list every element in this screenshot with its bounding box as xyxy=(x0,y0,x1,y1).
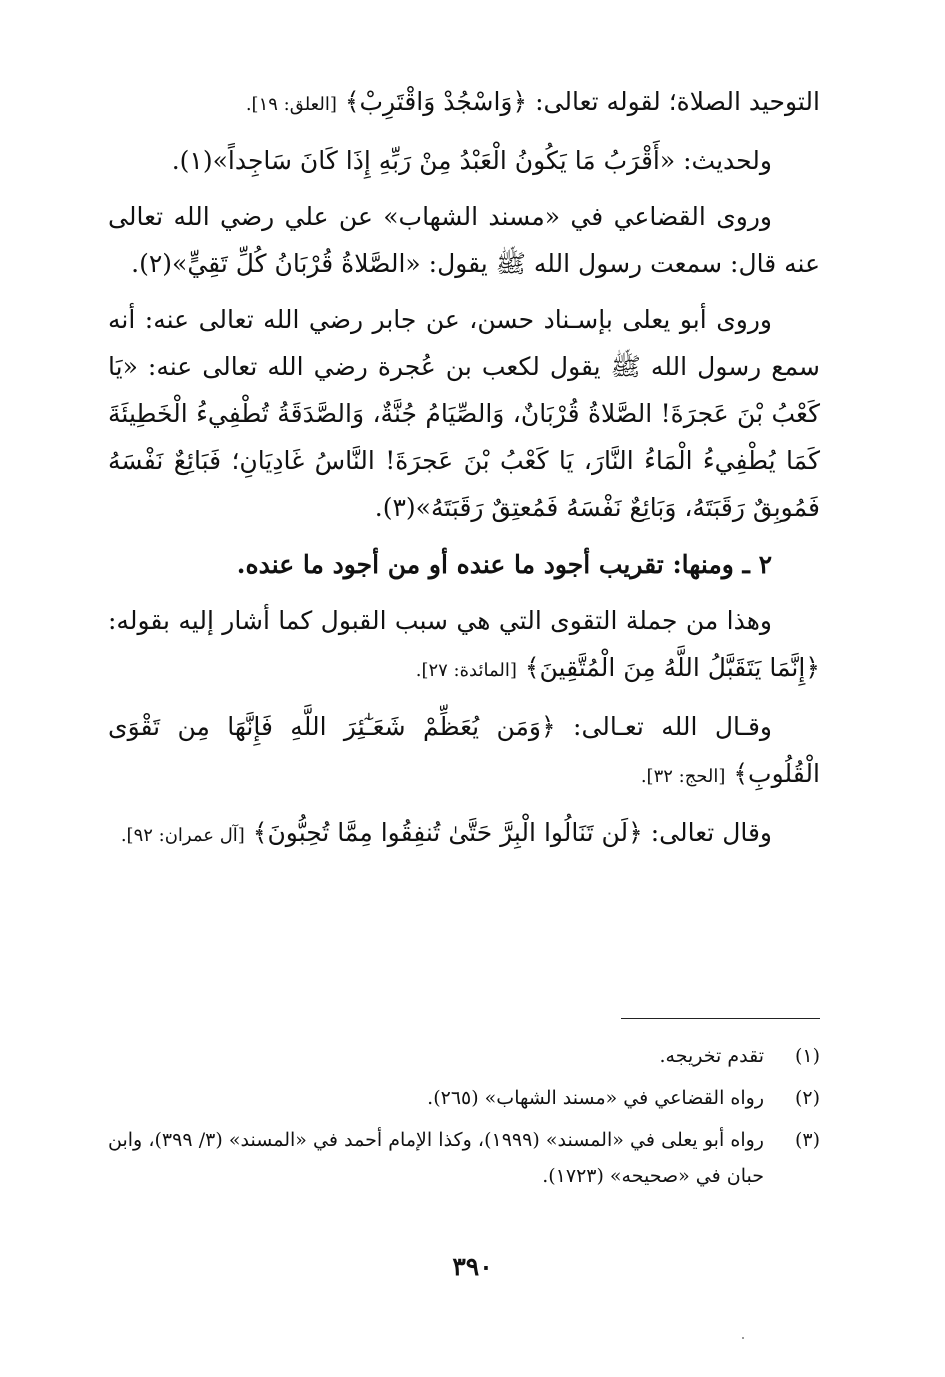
paragraph-shaair-verse xyxy=(108,703,820,800)
footnote-item xyxy=(108,1080,820,1116)
verse-reference: [العلق: ١٩]. xyxy=(245,94,337,115)
footnote-item xyxy=(108,1122,820,1194)
paragraph-hadith-sujud xyxy=(108,137,820,184)
paragraph-text: ولحديث: «أَقْرَبُ مَا يَكُونُ الْعَبْدُ مِنْ رَبِّهِ إِذَا كَانَ سَاجِداً»(١). xyxy=(171,146,772,175)
paragraph-taqwa-acceptance xyxy=(108,597,820,694)
page-number: ٣٩٠ xyxy=(452,1252,493,1281)
paragraph-text: وروى القضاعي في «مسند الشهاب» عن علي رضي الله تعالى عنه قال: سمعت رسول الله ﷺ يقول: «الصَّلاةُ قُرْبَانُ كُلِّ تَقِيٍّ»(٢). xyxy=(108,202,820,278)
verse-reference: [آل عمران: ٩٢]. xyxy=(120,825,245,846)
paragraph-birr-verse xyxy=(108,809,820,859)
paragraph-abu-yala-narration xyxy=(108,296,820,531)
page-body xyxy=(108,78,820,859)
footnote-number: (٣) xyxy=(794,1129,820,1151)
paragraph-text: التوحيد الصلاة؛ لقوله تعالى: ﴿وَاسْجُدْ وَاقْتَرِبْ﴾ xyxy=(344,87,820,116)
section-heading: ٢ ـ ومنها: تقريب أجود ما عنده أو من أجود ما عنده. xyxy=(236,550,772,579)
footnote-number: (٢) xyxy=(794,1087,820,1109)
paragraph-tawhid-salah xyxy=(108,78,820,128)
paragraph-text: وهذا من جملة التقوى التي هي سبب القبول كما أشار إليه بقوله: ﴿إِنَّمَا يَتَقَبَّلُ اللَّهُ مِنَ الْمُتَّقِينَ﴾ xyxy=(108,606,820,682)
footnote-item xyxy=(108,1038,820,1074)
verse-reference: [المائدة: ٢٧]. xyxy=(415,660,517,681)
paragraph-text: وروى أبو يعلى بإسـناد حسن، عن جابر رضي الله تعالى عنه: أنه سمع رسول الله ﷺ يقول لكعب بن عُجرة رضي الله تعالى عنه: «يَا كَعْبُ بْنَ عَجرَةَ! الصَّلاةُ قُرْبَانٌ، وَالصِّيَامُ جُنَّةٌ، وَالصَّدَقَةُ تُطْفِيءُ الْخَطِيئَةَ كَمَا يُطْفِيءُ الْمَاءُ النَّارَ، يَا كَعْبُ بْنَ عَجرَةَ! النَّاسُ غَادِيَانِ؛ فَبَائِعٌ نَفْسَهُ فَمُوبِقٌ رَقَبَتَهُ، وَبَائِعٌ نَفْسَهُ فَمُعتِقٌ رَقَبَتَهُ»(٣). xyxy=(108,305,820,522)
footnote-text: رواه أبو يعلى في «المسند» (١٩٩٩)، وكذا الإمام أحمد في «المسند» (٣/ ٣٩٩)، وابن حبان في «صحيحه» (١٧٢٣). xyxy=(108,1129,764,1187)
verse-reference: [الحج: ٣٢]. xyxy=(640,766,726,787)
footnote-text: رواه القضاعي في «مسند الشهاب» (٢٦٥). xyxy=(427,1087,764,1109)
footnote-separator xyxy=(621,1018,820,1019)
paragraph-qudai-narration xyxy=(108,193,820,287)
footnotes xyxy=(108,1038,820,1200)
scan-speck xyxy=(742,1337,744,1339)
footnote-number: (١) xyxy=(794,1045,820,1067)
paragraph-text: وقال تعالى: ﴿لَن تَنَالُوا الْبِرَّ حَتَّىٰ تُنفِقُوا مِمَّا تُحِبُّونَ﴾ xyxy=(252,818,772,847)
paragraph-text: وقـال الله تعـالى: ﴿وَمَن يُعَظِّمْ شَعَـٰٓئِرَ اللَّهِ فَإِنَّهَا مِن تَقْوَى الْقُلُوبِ﴾ xyxy=(108,712,820,788)
footnote-text: تقدم تخريجه. xyxy=(659,1045,764,1067)
